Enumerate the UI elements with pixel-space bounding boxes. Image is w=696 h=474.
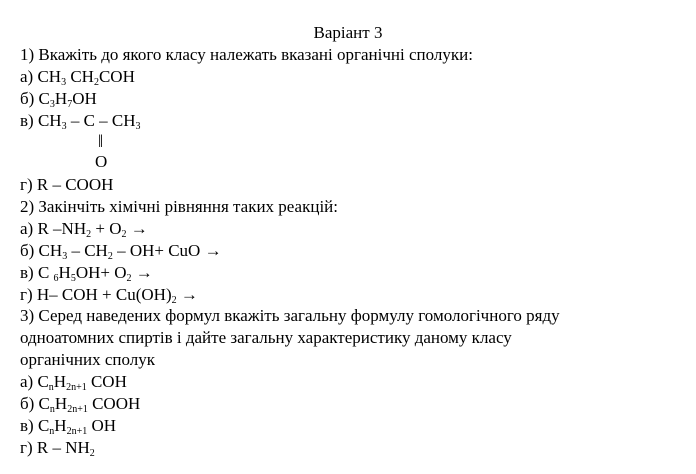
question-1-heading: 1) Вкажіть до якого класу належать вказані органічні сполуки:	[20, 45, 473, 64]
question-3-option-b: б) $C_nH_{2n+1}$ COOH	[20, 394, 141, 415]
question-3-option-c: в) $C_nH_{2n+1}$ OH	[20, 416, 117, 437]
question-3-option-d: г) R – $NH_2$	[20, 438, 95, 459]
question-3-option-a: а) $C_nH_{2n+1}$ COH	[20, 372, 127, 393]
question-1-option-c: в) $CH_3$ – C – $CH_3$	[20, 111, 141, 132]
question-2-option-b: б) $CH_3 - CH_2 - OH+$ CuO →	[20, 241, 222, 262]
double-bond-symbol: ‖	[98, 131, 101, 151]
question-2-option-a: а) R $-NH_2 + O_2$ →	[20, 219, 148, 240]
question-3-heading-line-1: 3) Серед наведених формул вкажіть загальну формулу гомологічного ряду	[20, 306, 560, 325]
question-2-option-d: г) H– COH + $Cu(OH)_2$ →	[20, 285, 198, 306]
question-3-heading-line-2: одноатомних спиртів і дайте загальну характеристику даному класу	[20, 328, 512, 347]
question-1-option-a: а) $CH_3$ $CH_2COH$	[20, 67, 135, 88]
carbonyl-oxygen-label: O	[95, 152, 108, 171]
question-1-option-b: б) $C_3H_7OH$	[20, 89, 97, 110]
question-2-option-c: в) C $_6H_5OH+ O_2$ →	[20, 263, 153, 284]
variant-title: Варіант 3	[313, 23, 383, 42]
question-3-heading-line-3: органічних сполук	[20, 350, 155, 369]
question-1-option-d: г) R – COOH	[20, 175, 114, 194]
question-2-heading: 2) Закінчіть хімічні рівняння таких реакцій:	[20, 197, 339, 216]
